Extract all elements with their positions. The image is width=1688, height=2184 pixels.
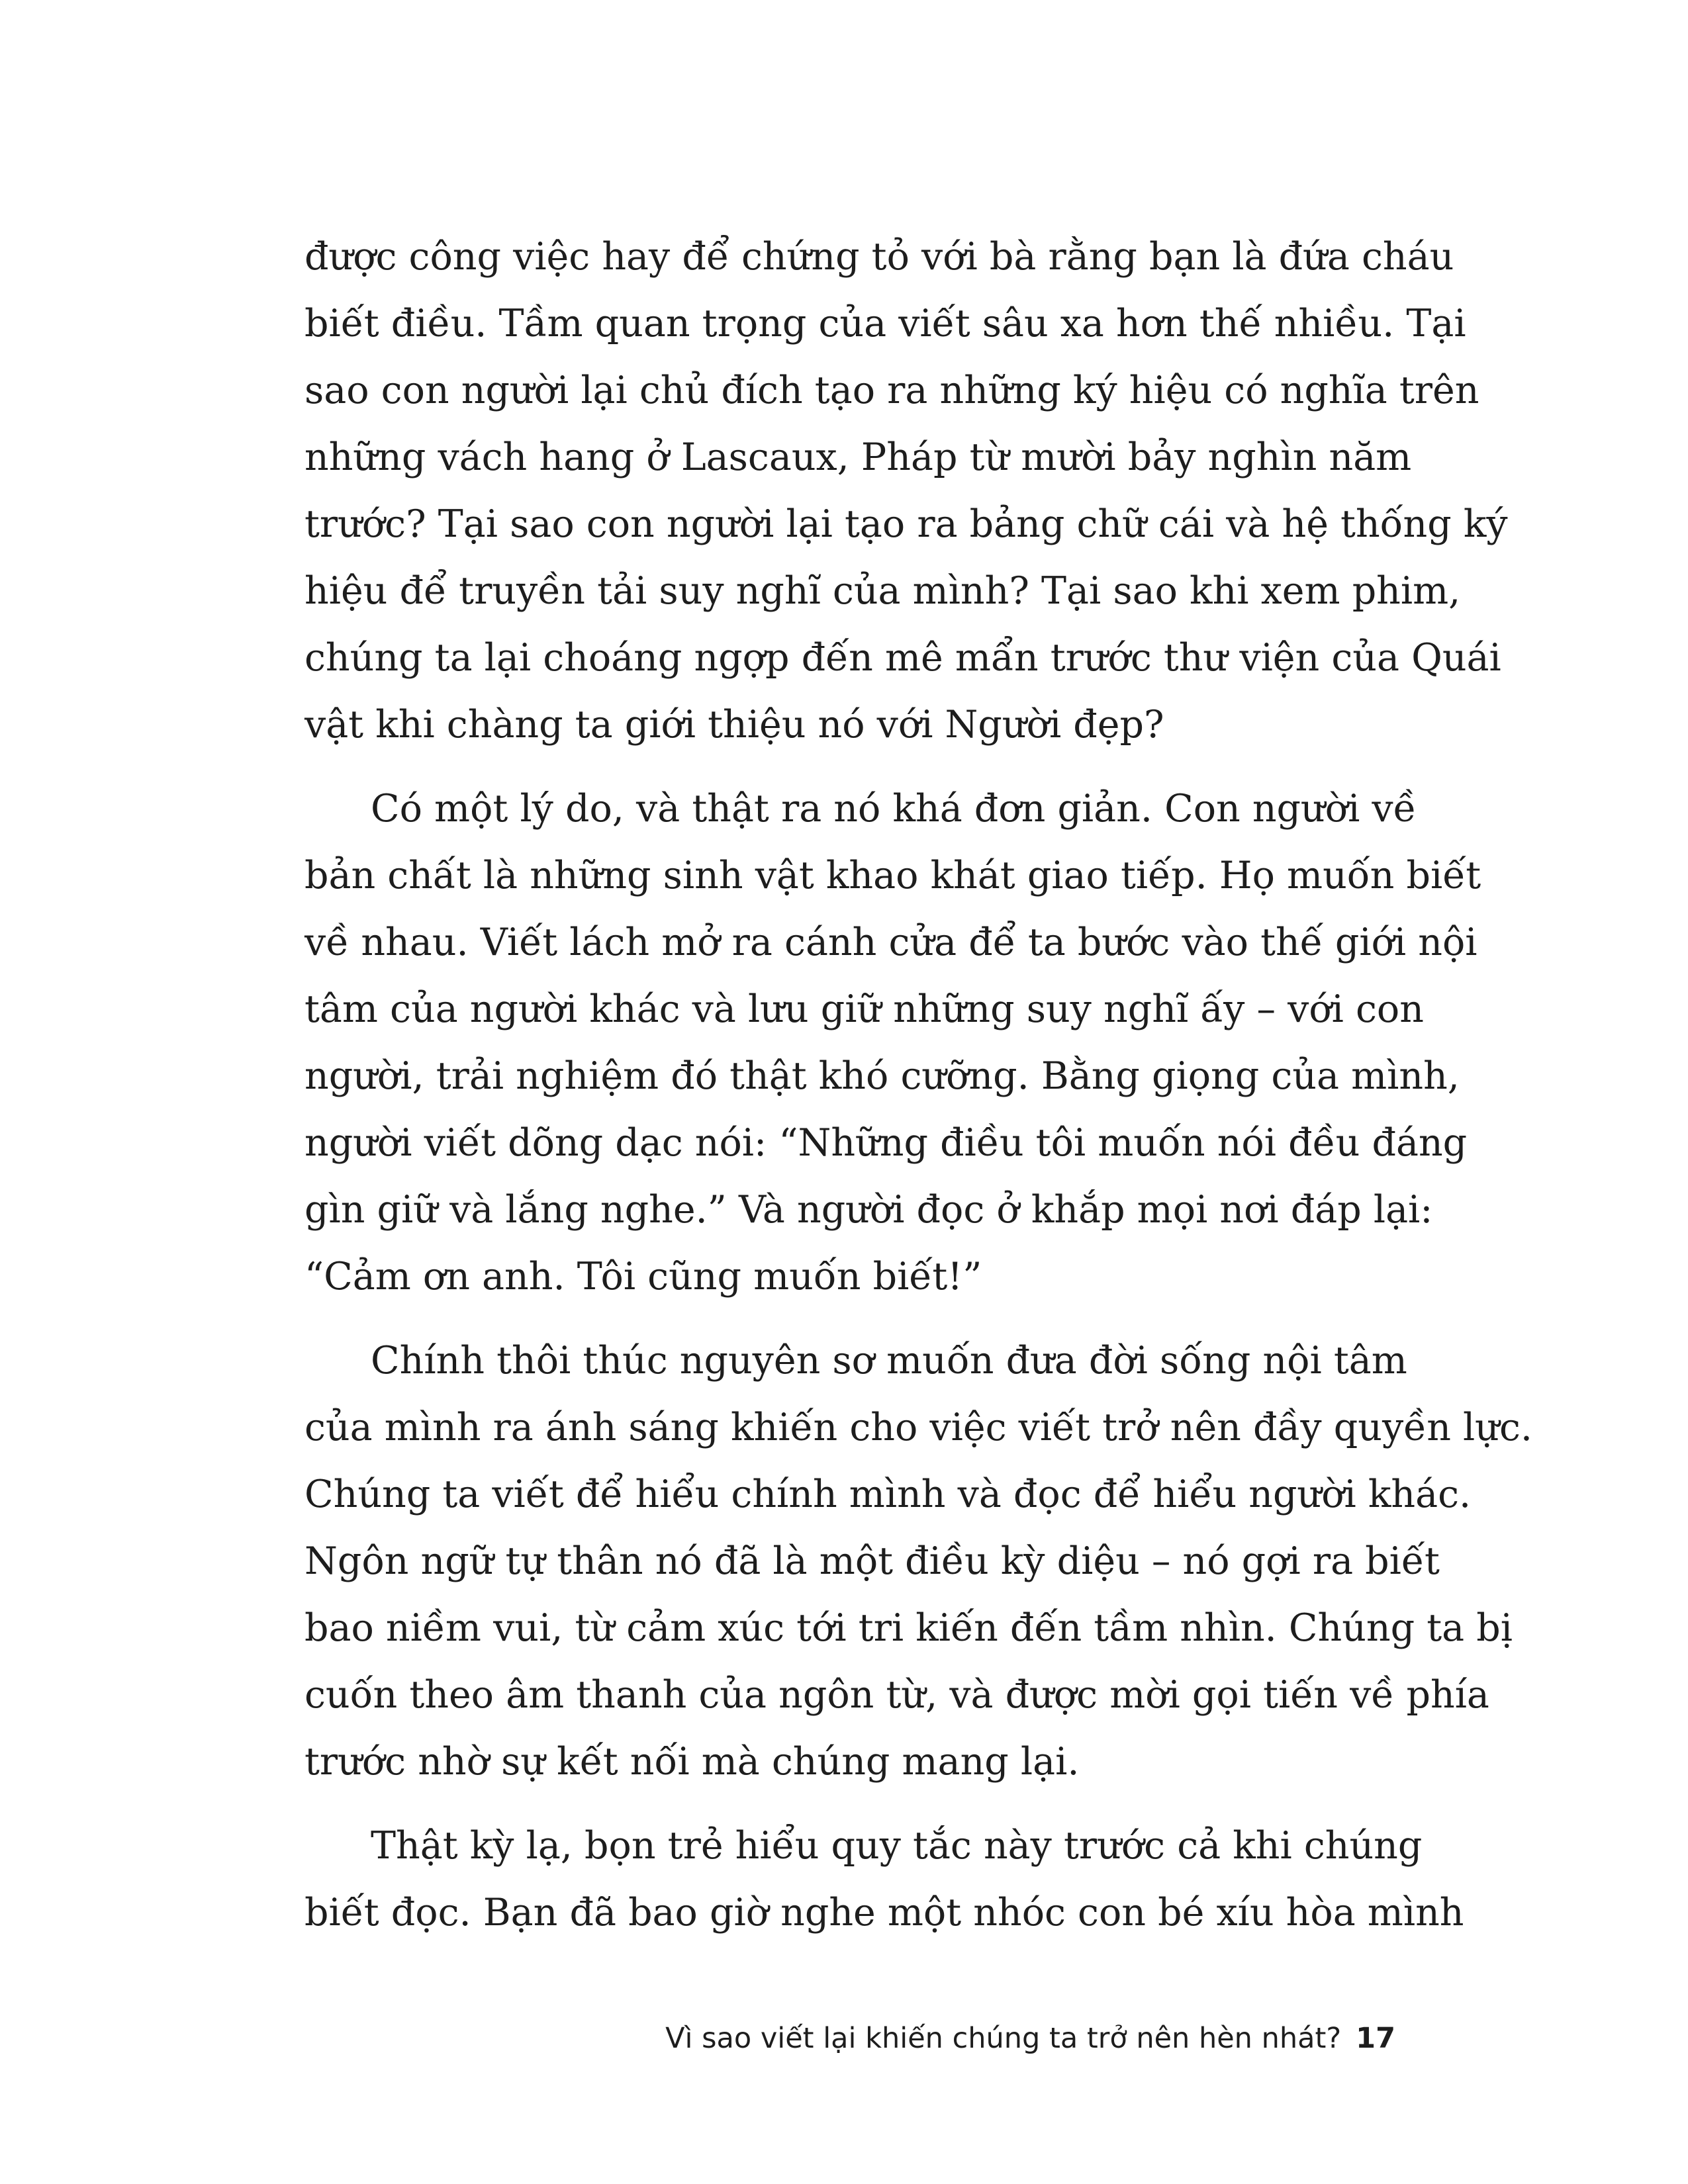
text-line: biết đọc. Bạn đã bao giờ nghe một nhóc con bé xíu hòa mình [305, 1891, 1464, 1934]
text-line: biết điều. Tầm quan trọng của viết sâu xa hơn thế nhiều. Tại [305, 302, 1466, 345]
text-line: cuốn theo âm thanh của ngôn từ, và được mời gọi tiến về phía [305, 1673, 1489, 1717]
paragraph-1 [305, 224, 1508, 758]
text-line: sao con người lại chủ đích tạo ra những ký hiệu có nghĩa trên [305, 369, 1479, 412]
text-line: những vách hang ở Lascaux, Pháp từ mười bảy nghìn năm [305, 435, 1412, 479]
paragraph-4 [305, 1813, 1464, 1946]
paragraph-2 [305, 776, 1481, 1310]
text-line: Chính thôi thúc nguyên sơ muốn đưa đời sống nội tâm [371, 1339, 1407, 1383]
paragraph-3 [305, 1328, 1533, 1796]
text-line: Có một lý do, và thật ra nó khá đơn giản. Con người về [371, 787, 1417, 831]
text-line: của mình ra ánh sáng khiến cho việc viết trở nên đầy quyền lực. [305, 1406, 1533, 1449]
text-line: về nhau. Viết lách mở ra cánh cửa để ta bước vào thế giới nội [305, 921, 1477, 964]
text-line: người viết dõng dạc nói: “Những điều tôi muốn nói đều đáng [305, 1121, 1468, 1165]
text-line: người, trải nghiệm đó thật khó cưỡng. Bằng giọng của mình, [305, 1054, 1460, 1098]
text-line: trước nhờ sự kết nối mà chúng mang lại. [305, 1740, 1080, 1784]
page-number: 17 [1356, 2022, 1395, 2055]
text-line: gìn giữ và lắng nghe.” Và người đọc ở khắp mọi nơi đáp lại: [305, 1188, 1433, 1232]
text-line: Chúng ta viết để hiểu chính mình và đọc để hiểu người khác. [305, 1473, 1472, 1516]
text-line: hiệu để truyền tải suy nghĩ của mình? Tại sao khi xem phim, [305, 569, 1461, 613]
text-line: vật khi chàng ta giới thiệu nó với Người đẹp? [305, 703, 1164, 747]
text-line: tâm của người khác và lưu giữ những suy nghĩ ấy – với con [305, 987, 1424, 1031]
body-text [305, 224, 1533, 1946]
chapter-title: Vì sao viết lại khiến chúng ta trở nên hèn nhát? [665, 2022, 1342, 2055]
text-line: Ngôn ngữ tự thân nó đã là một điều kỳ diệu – nó gợi ra biết [305, 1539, 1440, 1583]
text-line: được công việc hay để chứng tỏ với bà rằng bạn là đứa cháu [305, 235, 1454, 279]
running-footer [665, 2022, 1395, 2055]
text-line: “Cảm ơn anh. Tôi cũng muốn biết!” [305, 1255, 982, 1298]
text-line: bao niềm vui, từ cảm xúc tới tri kiến đến tầm nhìn. Chúng ta bị [305, 1606, 1513, 1650]
text-line: bản chất là những sinh vật khao khát giao tiếp. Họ muốn biết [305, 854, 1481, 897]
text-line: Thật kỳ lạ, bọn trẻ hiểu quy tắc này trước cả khi chúng [371, 1824, 1423, 1868]
text-line: trước? Tại sao con người lại tạo ra bảng chữ cái và hệ thống ký [305, 502, 1508, 546]
text-line: chúng ta lại choáng ngợp đến mê mẩn trước thư viện của Quái [305, 636, 1501, 680]
